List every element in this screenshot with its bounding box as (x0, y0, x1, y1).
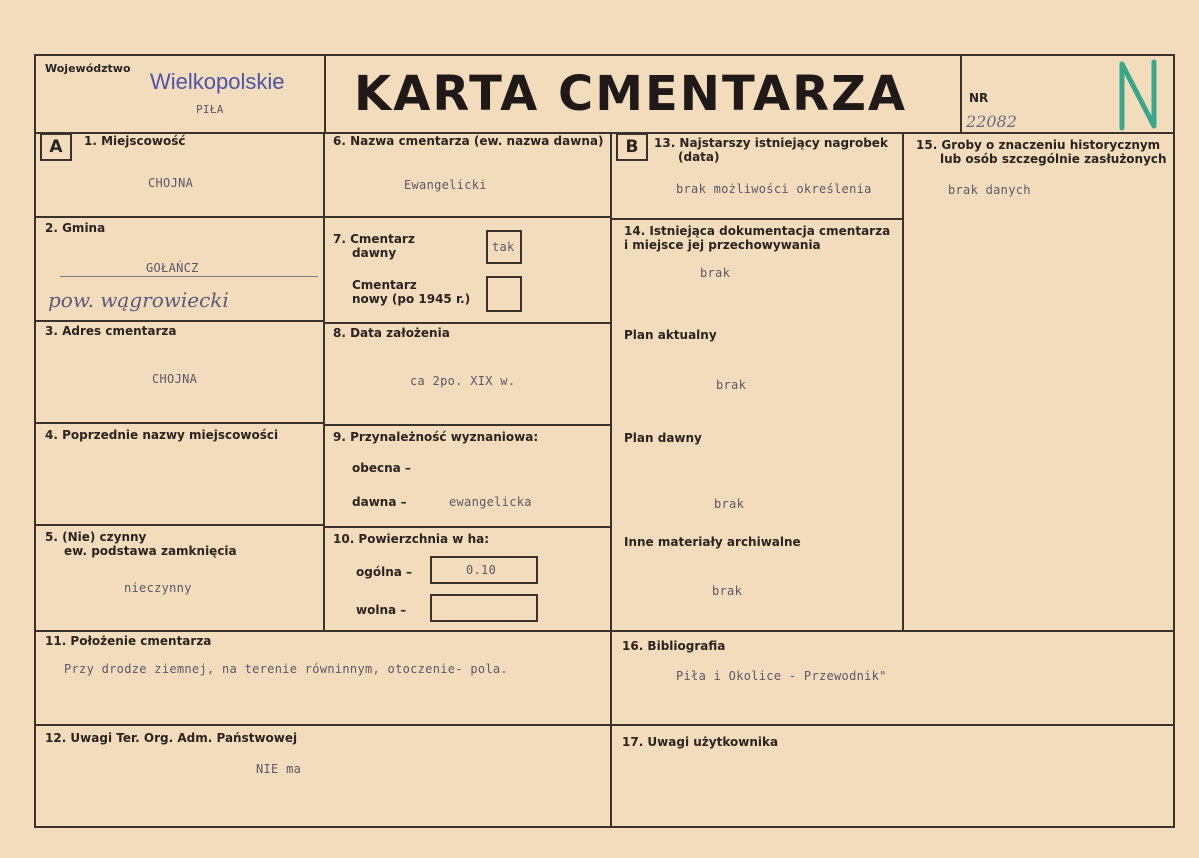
field-7-nowy-label-2: nowy (po 1945 r.) (352, 292, 471, 306)
wojewodztwo-stamp: Wielkopolskie (150, 69, 285, 94)
field-3-value: CHOJNA (152, 372, 198, 386)
divider (34, 422, 324, 424)
field-2-label: 2. Gmina (45, 221, 106, 235)
field-10-ogolna-label: ogólna – (356, 565, 413, 579)
field-10-wolna-box (430, 594, 538, 622)
field-16-label: 16. Bibliografia (622, 639, 726, 653)
category-letter-n (1116, 58, 1160, 132)
field-1-value: CHOJNA (148, 176, 194, 190)
nr-value: 22082 (966, 112, 1017, 131)
divider (34, 724, 1175, 726)
divider (323, 526, 611, 528)
field-5-label-2: ew. podstawa zamknięcia (64, 544, 237, 558)
field-2-handwritten: pow. wągrowiecki (48, 288, 229, 312)
inne-materialy-label: Inne materiały archiwalne (624, 535, 801, 549)
card-title: KARTA CMENTARZA (354, 66, 908, 122)
field-4-label: 4. Poprzednie nazwy miejscowości (45, 428, 279, 442)
field-10-ogolna-box (430, 556, 538, 584)
divider (323, 322, 611, 324)
field-5-label: 5. (Nie) czynny (45, 530, 147, 544)
field-11-label: 11. Położenie cmentarza (45, 634, 212, 648)
field-15-label-2: lub osób szczególnie zasłużonych (940, 152, 1167, 166)
field-3-label: 3. Adres cmentarza (45, 324, 177, 338)
field-8-label: 8. Data założenia (333, 326, 450, 340)
section-b-marker: B (616, 133, 648, 161)
field-7-dawny-label-2: dawny (352, 246, 397, 260)
divider (34, 524, 324, 526)
field-10-label: 10. Powierzchnia w ha: (333, 532, 490, 546)
plan-dawny-label: Plan dawny (624, 431, 702, 445)
field-6-label: 6. Nazwa cmentarza (ew. nazwa dawna) (333, 134, 604, 148)
field-1-label: 1. Miejscowość (84, 134, 186, 148)
inne-materialy-value: brak (712, 584, 743, 598)
frame-right (1173, 54, 1175, 828)
divider (34, 132, 1175, 134)
divider (323, 132, 325, 632)
field-15-label: 15. Groby o znaczeniu historycznym (916, 138, 1161, 152)
field-2-underline (60, 276, 318, 277)
field-14-label-2: i miejsce jej przechowywania (624, 238, 821, 252)
divider (323, 216, 611, 218)
field-13-value: brak możliwości określenia (676, 182, 872, 196)
field-10-ogolna-value: 0.10 (466, 563, 497, 577)
divider (610, 218, 903, 220)
plan-dawny-value: brak (714, 497, 745, 511)
wojewodztwo-sub: PIŁA (196, 103, 224, 116)
field-7-nowy-checkbox (486, 276, 522, 312)
divider (324, 54, 326, 134)
plan-aktualny-label: Plan aktualny (624, 328, 717, 342)
field-6-value: Ewangelicki (404, 178, 487, 192)
field-7-dawny-label: 7. Cmentarz (333, 232, 415, 246)
field-7-dawny-checkbox (486, 230, 522, 264)
field-5-value: nieczynny (124, 581, 192, 595)
frame-left (34, 54, 36, 828)
field-14-label: 14. Istniejąca dokumentacja cmentarza (624, 224, 891, 238)
field-11-value: Przy drodze ziemnej, na terenie równinnym, otoczenie- pola. (64, 662, 508, 676)
divider (34, 320, 324, 322)
field-9-dawna-value: ewangelicka (449, 495, 532, 509)
field-9-obecna-label: obecna – (352, 461, 411, 475)
field-14-value: brak (700, 266, 731, 280)
field-13-label: 13. Najstarszy istniejący nagrobek (654, 136, 888, 150)
divider (34, 630, 1175, 632)
field-2-value: GOŁAŃCZ (146, 261, 199, 275)
divider (960, 54, 962, 134)
field-12-value: NIE ma (256, 762, 302, 776)
field-7-dawny-value: tak (492, 240, 515, 254)
plan-aktualny-value: brak (716, 378, 747, 392)
section-a-marker: A (40, 133, 72, 161)
field-7-nowy-label: Cmentarz (352, 278, 417, 292)
field-9-dawna-label: dawna – (352, 495, 407, 509)
frame-bottom (34, 826, 1175, 828)
field-17-label: 17. Uwagi użytkownika (622, 735, 779, 749)
field-8-value: ca 2po. XIX w. (410, 374, 516, 388)
field-15-value: brak danych (948, 183, 1031, 197)
field-10-wolna-label: wolna – (356, 603, 407, 617)
divider (610, 132, 612, 826)
nr-label: NR (969, 91, 989, 105)
frame-top (34, 54, 1175, 56)
field-12-label: 12. Uwagi Ter. Org. Adm. Państwowej (45, 731, 298, 745)
divider (34, 216, 324, 218)
wojewodztwo-label: Województwo (45, 62, 131, 75)
field-13-label-2: (data) (678, 150, 720, 164)
field-16-value: Piła i Okolice - Przewodnik" (676, 669, 887, 683)
divider (323, 424, 611, 426)
field-9-label: 9. Przynależność wyznaniowa: (333, 430, 539, 444)
divider (902, 132, 904, 632)
